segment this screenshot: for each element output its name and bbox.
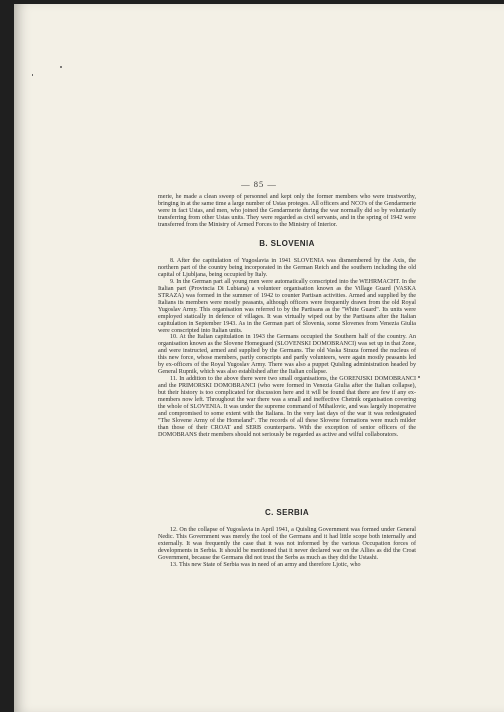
section-heading-serbia: C. SERBIA	[264, 508, 310, 517]
paragraph-12: 12. On the collapse of Yugoslavia in April 1941, a Quisling Government was formed under General Nedic. This Government was merely the tool of the Germans and it had little scope both internally and externally. It was frequently the case that it was not informed by the various Occupation forces of developments in Serbia. It should be mentioned that it never declared war on the Allies as did the Croat Government, because the Germans did not trust the Serbs as much as they did the Ustashi.	[158, 527, 416, 561]
paragraph-10: 10. At the Italian capitulation in 1943 the Germans occupied the Southern half of the country. An organisation known as the Slovene Homeguard (SLOVENSKI DOMOBRANCI) was set up in that Zone, and were instructed, armed and supplied by the Germans. The old Vaska Straza formed the nucleus of this new force, whose members, partly conscripts and partly volunteers, were again mostly peasants led by ex-officers of the Royal Yugoslav Army. There was also a puppet Quisling administration headed by General Rupnik, which was also established after the Italian collapse.	[158, 334, 416, 376]
paragraph-8: 8. After the capitulation of Yugoslavia in 1941 SLOVENIA was dismembered by the Axis, the northern part of the country being incorporated in the German Reich and the southern including the old capital of Ljubljana, being occupied by Italy.	[158, 258, 416, 278]
section-body-serbia	[158, 527, 416, 569]
paper-speck	[418, 376, 420, 378]
paper-speck	[32, 74, 33, 76]
intro-paragraph: merie, he made a clean sweep of personnel and kept only the former members who were trustworthy, bringing in at the same time a large number of Ustas proteges. All officers and NCO's of the Gendarmerie were in fact Ustas, and men, who joined the Gendarmerie during the war normally did so by voluntarily transferring from other Ustas units. They were regarded as civil servants, and in the spring of 1942 were transferred from the Ministry of Armed Forces to the Ministry of Interior.	[158, 194, 416, 228]
paper-speck	[60, 66, 62, 68]
section-heading-slovenia: B. SLOVENIA	[259, 239, 315, 248]
paragraph-9: 9. In the German part all young men were automatically conscripted into the WEHRMACHT. In the Italian part (Provincia Di Lubiana) a volunteer organisation known as the Village Guard (VASKA STRAZA) was formed in the summer of 1942 to counter Partisan activities. Armed and supplied by the Italians its members were mostly peasants, although officers were frequently drawn from the old Royal Yugoslav Army. This organisation was referred to by the Partisans as the "White Guard". Its units were employed statically in defence of villages. It was virtually wiped out by the Partisans after the Italian capitulation in September 1943. As in the German part of Slovenia, some Slovenes from Venezia Giulia were conscripted into Italian units.	[158, 278, 416, 334]
document-page	[14, 4, 504, 712]
section-body-slovenia	[158, 258, 416, 439]
page-number: — 85 —	[241, 179, 277, 189]
intro-text	[158, 194, 416, 229]
paragraph-13: 13. This new State of Serbia was in need of an army and therefore Ljotic, who	[170, 561, 361, 568]
paragraph-11: 11. In addition to the above there were two small organisations, the GORENJSKI DOMOBRANCI and the PRIMORSKI DOMOBRANCI (who were formed in Venezia Giulia after the Italian collapse), but their history is too complicated for discussion here and it will be found that there are few if any ex-members now left. Throughout the war there was a small and ineffective Chetnik organisation covering the whole of SLOVENIA. It was under the supreme command of Mihailovic, and was largely inoperative and compromised to some extent with the Italians. In the very last days of the war it was redesignated "The Slovene Army of the Homeland". The records of all these Slovene formations were much milder than those of their CROAT and SERB counterparts. With the exception of senior officers of the DOMOBRANS their members should not seriously be regarded as active and wilful collaborators.	[158, 376, 416, 438]
